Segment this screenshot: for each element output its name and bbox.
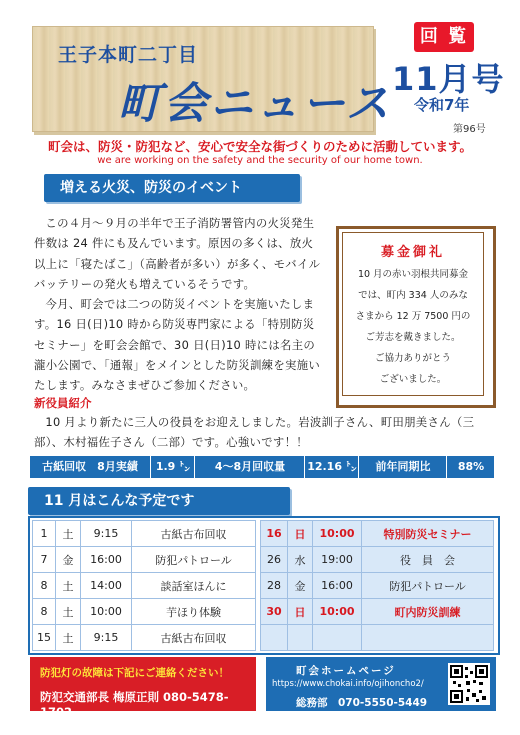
stat-value-yoy: 88% [446, 456, 495, 478]
cell-event: 芋ほり体験 [132, 599, 256, 625]
cell-dow: 日 [288, 599, 313, 625]
cell-event [362, 625, 494, 651]
donation-line: 10 月の赤い羽根共同募金 [357, 269, 469, 280]
homepage-url[interactable]: https://www.chokai.info/ojihoncho2/ [272, 679, 424, 689]
cell-event: 古紙古布回収 [132, 521, 256, 547]
cell-day: 26 [261, 547, 288, 573]
cell-day: 8 [33, 599, 56, 625]
table-row [261, 547, 494, 573]
cell-day: 7 [33, 547, 56, 573]
donation-line: ございました。 [379, 374, 447, 385]
section-heading-schedule: 11 月はこんな予定です [28, 487, 290, 515]
cell-dow: 土 [56, 599, 81, 625]
table-row [33, 547, 256, 573]
homepage-box [266, 657, 496, 711]
donation-notice [336, 226, 496, 408]
cell-time: 14:00 [81, 573, 132, 599]
issue-year: 令和7年 [414, 96, 470, 114]
stat-label-august: 古紙回収 8月実績 [42, 460, 138, 473]
schedule-left [32, 520, 256, 651]
cell-event: 役 員 会 [362, 547, 494, 573]
donation-title: 募金御礼 [380, 245, 445, 260]
cell-day: 15 [33, 625, 56, 651]
issue-number: 第96号 [453, 124, 486, 135]
cell-time: 10:00 [313, 599, 362, 625]
town-name: 王子本町二丁目 [58, 44, 199, 66]
cell-event: 防犯パトロール [362, 573, 494, 599]
new-officers-label: 新役員紹介 [34, 396, 92, 410]
cell-time: 19:00 [313, 547, 362, 573]
mission-statement: 町会は、防災・防犯など、安心で安全な街づくりのために活動しています。 [47, 139, 472, 154]
cell-dow: 金 [288, 573, 313, 599]
section-heading-fire: 増える火災、防災のイベント [44, 174, 300, 202]
donation-line: さまから 12 万 7500 円の [355, 311, 471, 322]
stat-value-august: 1.9 ㌧ [150, 456, 195, 478]
cell-dow: 土 [56, 573, 81, 599]
cell-dow: 水 [288, 547, 313, 573]
cell-day: 8 [33, 573, 56, 599]
cell-event: 町内防災訓練 [362, 599, 494, 625]
stat-value-period: 12.16 ㌧ [304, 456, 359, 478]
cell-day [261, 625, 288, 651]
stat-label-period: 4～8月回収量 [194, 456, 305, 478]
streetlight-contact-box [30, 657, 256, 719]
table-row [33, 573, 256, 599]
streetlight-notice: 防犯灯の故障は下記にご連絡ください！ [40, 667, 229, 679]
cell-time: 10:00 [81, 599, 132, 625]
cell-time: 9:15 [81, 625, 132, 651]
cell-day: 30 [261, 599, 288, 625]
schedule-table [28, 516, 500, 655]
newsletter-title: 町会ニュース [118, 79, 392, 129]
cell-day: 16 [261, 521, 288, 547]
cell-time: 16:00 [313, 573, 362, 599]
cell-dow: 土 [56, 521, 81, 547]
cell-time [313, 625, 362, 651]
cell-event: 防犯パトロール [132, 547, 256, 573]
cell-dow: 土 [56, 625, 81, 651]
table-row [261, 625, 494, 651]
cell-day: 1 [33, 521, 56, 547]
table-row [33, 625, 256, 651]
cell-time: 16:00 [81, 547, 132, 573]
donation-text [343, 264, 483, 390]
donation-line: では、町内 334 人のみな [358, 290, 468, 301]
paragraph-events: 今月、町会では二つの防災イベントを実施いたします。16 日(日)10 時から防災専門家による「特別防災セミナー」を町会会館で、30 日(日)10 時には名主の瀧小公園で、「通報」をメインとした防災訓練を実施いたします。みなさまぜひご参加ください。 [34, 297, 321, 393]
paragraph-fire-stats: この４月～９月の半年で王子消防署管内の火災発生件数は 24 件にも及んでいます。原因の多くは、放火以上に「寝たばこ」（高齢者が多い）が多く、モバイルバッテリーの発火も増えているそうです。 [34, 216, 321, 291]
cell-dow [288, 625, 313, 651]
cell-event: 古紙古布回収 [132, 625, 256, 651]
mission-statement-en: we are working on the safety and the security of our home town. [97, 155, 423, 166]
cell-event: 特別防災セミナー [362, 521, 494, 547]
table-row [261, 521, 494, 547]
stat-label-yoy: 前年同期比 [358, 456, 447, 478]
donation-line: ご芳志を戴きました。 [365, 332, 461, 343]
cell-dow: 金 [56, 547, 81, 573]
issue-month: 11月号 [392, 60, 505, 98]
table-row [33, 521, 256, 547]
recycling-stats-bar [30, 456, 494, 478]
table-row [33, 599, 256, 625]
cell-time: 9:15 [81, 521, 132, 547]
donation-line: ご協力ありがとう [374, 353, 451, 364]
circulate-badge: 回 覧 [414, 22, 474, 52]
cell-dow: 日 [288, 521, 313, 547]
new-officers-text: 10 月より新たに三人の役員をお迎えしました。岩波訓子さん、町田朋美さん（三部）、木村福佐子さん（二部）です。心強いです！！ [34, 415, 475, 449]
office-phone: 総務部 070-5550-5449 [296, 697, 428, 709]
homepage-label: 町会ホームページ [296, 665, 396, 677]
table-row [261, 599, 494, 625]
qr-code-icon[interactable] [448, 663, 490, 705]
cell-time: 10:00 [313, 521, 362, 547]
table-row [261, 573, 494, 599]
streetlight-contact: 防犯交通部長 梅原正則 080-5478-1702 [40, 690, 229, 719]
cell-day: 28 [261, 573, 288, 599]
schedule-right [260, 520, 494, 651]
cell-event: 談話室ほんに [132, 573, 256, 599]
